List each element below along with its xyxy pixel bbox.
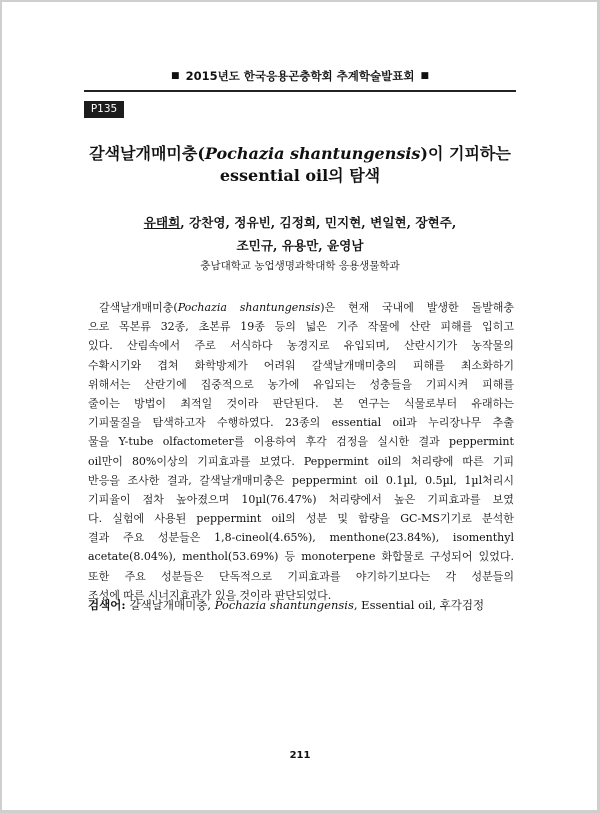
presenting-author: 유태희 xyxy=(143,215,181,230)
abstract-word: 집중적으로 xyxy=(200,377,254,391)
keywords-label: 검색어: xyxy=(88,598,130,612)
abstract-word: peppermint xyxy=(449,435,514,449)
abstract-word: 화학방제가 xyxy=(194,358,248,372)
abstract-word: 추출 xyxy=(492,416,514,430)
keyword: 갈색날개매미충, xyxy=(129,598,215,612)
abstract-word: 높은 xyxy=(393,492,416,506)
abstract-word: 피해를 xyxy=(412,358,445,372)
abstract-word: 갈색날개매미충의 xyxy=(311,358,397,372)
abstract-word: 기주 xyxy=(336,320,358,334)
abstract-word: oil과 xyxy=(392,416,417,430)
abstract-word: 줄이는 xyxy=(88,396,120,410)
abstract-word: 다. xyxy=(88,512,103,526)
abstract-word: 야기하기보다는 xyxy=(355,569,431,583)
abstract-word: 갈색날개매미충(Pochazia xyxy=(99,301,227,314)
abstract-word: 으로 xyxy=(88,320,110,334)
abstract-word: 결과 xyxy=(418,435,440,449)
abstract-word: 이용하여 xyxy=(253,435,297,449)
species-name: Pochazia shantungensis xyxy=(204,144,421,163)
conference-title: 2015년도 한국응용곤충학회 추계학술발표회 xyxy=(185,69,415,83)
abstract-word: 보였다. xyxy=(259,454,295,468)
keyword: , Essential oil, 후각검정 xyxy=(353,598,485,612)
abstract-line xyxy=(88,509,514,528)
abstract-word: 농작물의 xyxy=(471,339,514,353)
abstract-word: 실시한 xyxy=(377,435,410,449)
abstract-word: 산란기에 xyxy=(144,377,187,391)
abstract-word: 물을 xyxy=(88,435,110,449)
abstract-word: 본 xyxy=(332,396,344,410)
abstract-line xyxy=(88,375,514,394)
abstract-word: 현재 xyxy=(347,301,370,314)
abstract-line xyxy=(88,394,514,413)
abstract-word: oil xyxy=(364,473,379,487)
abstract-word: 위해서는 xyxy=(88,377,131,391)
abstract-word: 있다. xyxy=(88,339,113,353)
abstract-word: 함량을 xyxy=(358,512,391,526)
title-text: 갈색날개매미충( xyxy=(89,144,205,163)
running-header xyxy=(108,66,492,86)
abstract-word: 기피효과를 xyxy=(197,454,251,468)
abstract-word: 반응을 xyxy=(88,473,120,487)
abstract-word: 입히고 xyxy=(482,320,514,334)
abstract-word: 따른 xyxy=(462,454,484,468)
abstract-word: 19종 xyxy=(240,320,265,334)
abstract-word: shantungensis)은 xyxy=(239,301,336,314)
abstract-word: 조사한 xyxy=(127,473,160,487)
abstract-word: 수행하였다. xyxy=(217,416,274,430)
affiliation: 충남대학교 농업생명과학대학 응용생물학과 xyxy=(200,260,400,272)
abstract-word: 어려워 xyxy=(263,358,296,372)
abstract-word: 분석한 xyxy=(482,512,514,526)
abstract-word: 80%이상의 xyxy=(131,454,189,468)
abstract-word: 산란 xyxy=(409,320,431,334)
abstract-word: Y-tube xyxy=(118,435,154,449)
abstract-word: 방법이 xyxy=(134,396,167,410)
abstract-word: 따른 xyxy=(123,588,145,602)
abstract-word: 기피 xyxy=(492,454,514,468)
square-bullet-icon: ■ xyxy=(420,71,429,81)
abstract-word: 겹쳐 xyxy=(157,358,179,372)
abstract-word: 0.5µl, xyxy=(425,473,457,487)
abstract-word: oil의 xyxy=(271,512,296,526)
abstract-word: 유래하는 xyxy=(471,396,514,410)
poster-code-badge: P135 xyxy=(84,101,124,118)
co-authors: , 강찬영, 정유빈, 김정희, 민지현, 변일현, 장현주, xyxy=(180,215,457,230)
abstract-word: 피해를 xyxy=(440,320,473,334)
abstract-word: 초본류 xyxy=(198,320,231,334)
title-text: )이 기피하는 xyxy=(420,144,511,163)
abstract-word: 피해를 xyxy=(482,377,514,391)
abstract-word: 식물로부터 xyxy=(403,396,458,410)
abstract-word: 1µl처리시 xyxy=(464,473,514,487)
abstract-word: 성분 xyxy=(305,512,328,526)
abstract-line xyxy=(88,567,514,586)
abstract-word: 및 xyxy=(337,512,348,526)
abstract-word: 성분들의 xyxy=(471,569,514,583)
abstract-word: 성충들을 xyxy=(369,377,412,391)
abstract-line xyxy=(88,356,514,375)
abstract-word: 23종의 xyxy=(285,416,321,430)
abstract-word: 주요 xyxy=(124,569,146,583)
abstract-word: 탐색하고자 xyxy=(152,416,206,430)
abstract-word: 조성에 xyxy=(88,588,120,602)
abstract-word: 있을 xyxy=(214,588,237,602)
abstract-word: 점차 xyxy=(142,492,164,506)
abstract-word: acetate(8.04%), xyxy=(88,550,177,564)
abstract-word: 넓은 xyxy=(305,320,327,334)
abstract-word: Peppermint xyxy=(303,454,369,468)
abstract-word: 기피효과를 xyxy=(287,569,341,583)
abstract-word: 검정을 xyxy=(336,435,368,449)
abstract-line xyxy=(88,528,514,547)
abstract-word: 농경지로 xyxy=(286,339,330,353)
paper-title-line-2: essential oil의 탐색 xyxy=(219,166,381,185)
abstract-word: 것이라 xyxy=(239,588,272,602)
abstract-word: 연구는 xyxy=(357,396,390,410)
abstract-line xyxy=(88,490,514,509)
abstract-word: 또한 xyxy=(88,569,110,583)
abstract-word: 기피물질을 xyxy=(88,416,142,430)
abstract-word: 결과, xyxy=(167,473,192,487)
abstract-word: oil의 xyxy=(377,454,402,468)
abstract-word: 수확시기와 xyxy=(88,358,142,372)
author-list-line-2: 조민규, 유용만, 윤영남 xyxy=(236,238,364,253)
abstract-word: 사용된 xyxy=(154,512,187,526)
abstract-word: 최적일 xyxy=(180,396,213,410)
abstract-word: oil만이 xyxy=(88,454,123,468)
abstract-word: 주요 xyxy=(122,531,145,545)
abstract-word: 높아졌으며 xyxy=(176,492,230,506)
abstract-line xyxy=(88,432,514,451)
abstract-word: 후각 xyxy=(305,435,327,449)
abstract-word: 국내에 xyxy=(382,301,414,314)
abstract-word: 판단된다. xyxy=(272,396,319,410)
abstract-word: 것이라 xyxy=(226,396,259,410)
abstract-word: 10µl(76.47%) xyxy=(241,492,317,506)
abstract-word: 1,8-cineol(4.65%), xyxy=(214,531,316,545)
author-list-line-1 xyxy=(84,212,516,231)
abstract-word: 0.1µl, xyxy=(385,473,418,487)
abstract-word: 발생한 xyxy=(426,301,459,314)
abstract-word: 성분들은 xyxy=(161,569,204,583)
abstract-word: 성분들은 xyxy=(157,531,201,545)
abstract-word: peppermint xyxy=(196,512,262,526)
abstract-word: 등의 xyxy=(274,320,296,334)
abstract-word: 돌발해충 xyxy=(471,301,514,314)
abstract-word: menthone(23.84%), xyxy=(329,531,440,545)
abstract-word: 처리량에 xyxy=(410,454,454,468)
abstract-word: 산림속에서 xyxy=(127,339,181,353)
abstract-line xyxy=(88,452,514,471)
abstract-word: 농가에 xyxy=(267,377,300,391)
abstract-word: 작물에 xyxy=(367,320,400,334)
page-edge-left xyxy=(0,0,2,813)
abstract-word: 최소화하기 xyxy=(460,358,514,372)
abstract-word: 판단되었다. xyxy=(274,588,332,602)
abstract-body xyxy=(88,298,514,605)
abstract-word: peppermint xyxy=(292,473,357,487)
abstract-word: menthol(53.69%) xyxy=(182,550,279,564)
square-bullet-icon: ■ xyxy=(171,71,180,81)
page-edge-top xyxy=(0,0,600,2)
abstract-word: 누리장나무 xyxy=(428,416,482,430)
abstract-word: 산란시기가 xyxy=(403,339,458,353)
header-divider xyxy=(84,90,516,92)
abstract-word: 32종, xyxy=(160,320,189,334)
abstract-word: 기피시켜 xyxy=(425,377,469,391)
abstract-word: GC-MS기기로 xyxy=(400,512,472,526)
abstract-word: 서식하다 xyxy=(230,339,273,353)
abstract-word: isomenthyl xyxy=(452,531,514,545)
abstract-word: 등 xyxy=(284,550,296,564)
abstract-word: 실험에 xyxy=(112,512,145,526)
abstract-word: 보였 xyxy=(492,492,514,506)
page-number: 211 xyxy=(289,750,311,761)
abstract-word: 갈색날개매미충은 xyxy=(199,473,285,487)
abstract-word: 기피율이 xyxy=(88,492,131,506)
abstract-word: 화합물로 xyxy=(381,550,424,564)
abstract-word: essential xyxy=(331,416,382,430)
keywords-line xyxy=(88,597,514,613)
paper-title-line-1 xyxy=(84,141,516,164)
abstract-word: 단독적으로 xyxy=(218,569,273,583)
abstract-word: 목본류 xyxy=(119,320,151,334)
abstract-word: 유입되며, xyxy=(343,339,390,353)
abstract-word: 각 xyxy=(445,569,457,583)
abstract-word: 있었다. xyxy=(478,550,514,564)
abstract-line xyxy=(88,298,514,317)
abstract-word: 기피효과를 xyxy=(427,492,481,506)
abstract-line xyxy=(88,471,514,490)
abstract-line xyxy=(88,413,514,432)
abstract-line xyxy=(88,547,514,566)
abstract-word: olfactometer를 xyxy=(162,435,245,449)
abstract-word: 유입되는 xyxy=(313,377,356,391)
abstract-word: monoterpene xyxy=(301,550,376,564)
abstract-word: 구성되어 xyxy=(430,550,473,564)
keyword-species: Pochazia shantungensis xyxy=(214,598,354,612)
abstract-line xyxy=(88,336,514,355)
abstract-word: 처리량에서 xyxy=(328,492,382,506)
abstract-word: 시너지효과가 xyxy=(147,588,212,602)
abstract-word: 결과 xyxy=(88,531,110,545)
abstract-line xyxy=(88,317,514,336)
abstract-word: 주로 xyxy=(194,339,216,353)
